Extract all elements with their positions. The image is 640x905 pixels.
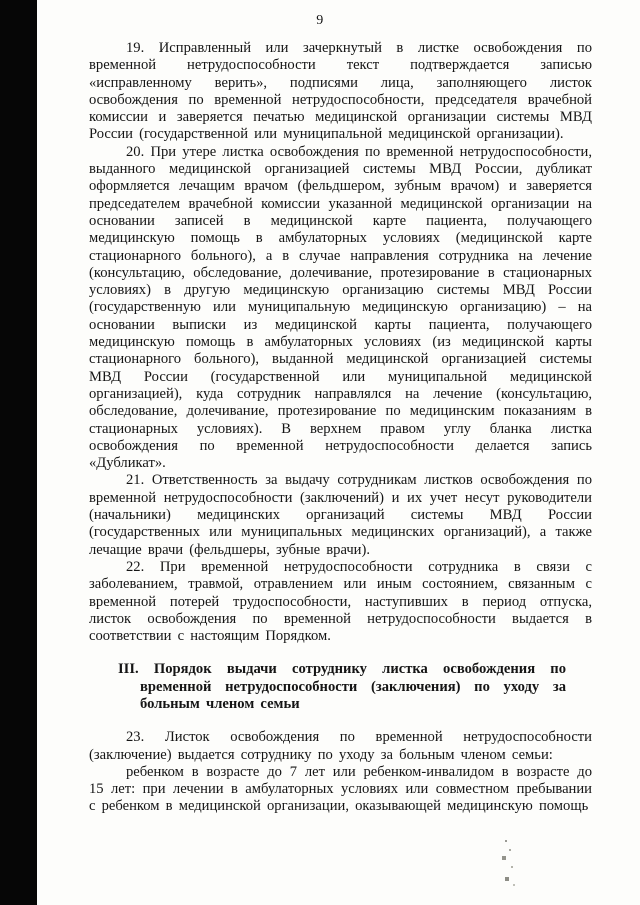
paragraph-23-subitem: ребенком в возрасте до 7 лет или ребенком-инвалидом в возрасте до 15 лет: при лечении в амбулаторных условиях или совместном пребывании с ребенком в медицинской организации, оказывающей медицинскую помощь (89, 763, 592, 815)
section-heading-iii: III. Порядок выдачи сотруднику листка освобождения по временной нетрудоспособности (заключения) по уходу за больным членом семьи (118, 661, 566, 712)
paragraph-23: 23. Листок освобождения по временной нетрудоспособности (заключение) выдается сотруднику по уходу за больным членом семьи: (89, 729, 592, 763)
paragraph-19: 19. Исправленный или зачеркнутый в листке освобождения по временной нетрудоспособности текст подтверждается записью «исправленному верить», подписями лица, заполняющего листок освобождения по временной нетрудоспособности, председателя врачебной комиссии и заверяется печатью медицинской организации системы МВД России (государственной или муниципальной медицинской организации). (89, 40, 592, 143)
paragraph-21: 21. Ответственность за выдачу сотрудникам листков освобождения по временной нетрудоспособности (заключений) и их учет несут руководители (начальники) медицинских организаций системы МВД России (государственных или муниципальных медицинских организаций), а также лечащие врачи (фельдшеры, зубные врачи). (89, 472, 592, 558)
paragraph-20: 20. При утере листка освобождения по временной нетрудоспособности, выданного медицинской организацией системы МВД России, дубликат оформляется лечащим врачом (фельдшером, зубным врачом) и заверяется председателем врачебной комиссии указанной медицинской организации на основании записей в медицинской карте пациента, получающего медицинскую помощь в амбулаторных условиях (медицинской карте стационарного больного), а в случае направления сотрудника на лечение (консультацию, обследование, долечивание, протезирование в стационарных условиях) в другую медицинскую организацию системы МВД России (государственную или муниципальную медицинскую организацию) – на основании выписки из медицинской карты пациента, получающего медицинскую помощь в амбулаторных условиях (из медицинской карты стационарного больного), выданной медицинской организацией системы МВД России (государственной или муниципальной медицинской организацией), куда сотрудник направлялся на лечение (консультацию, обследование, долечивание, протезирование по медицинским показаниям в стационарных условиях). В верхнем правом углу бланка листка освобождения по временной нетрудоспособности делается запись «Дубликат». (89, 143, 592, 472)
paragraph-22: 22. При временной нетрудоспособности сотрудника в связи с заболеванием, травмой, отравлением или иным состоянием, связанным с временной потерей трудоспособности, наступивших в период отпуска, листок освобождения по временной нетрудоспособности выдается в соответствии с настоящим Порядком. (89, 558, 592, 645)
page-number: 9 (316, 13, 324, 28)
scan-noise-artifact (505, 840, 507, 842)
scan-edge-artifact (0, 0, 37, 905)
document-body (89, 40, 592, 816)
